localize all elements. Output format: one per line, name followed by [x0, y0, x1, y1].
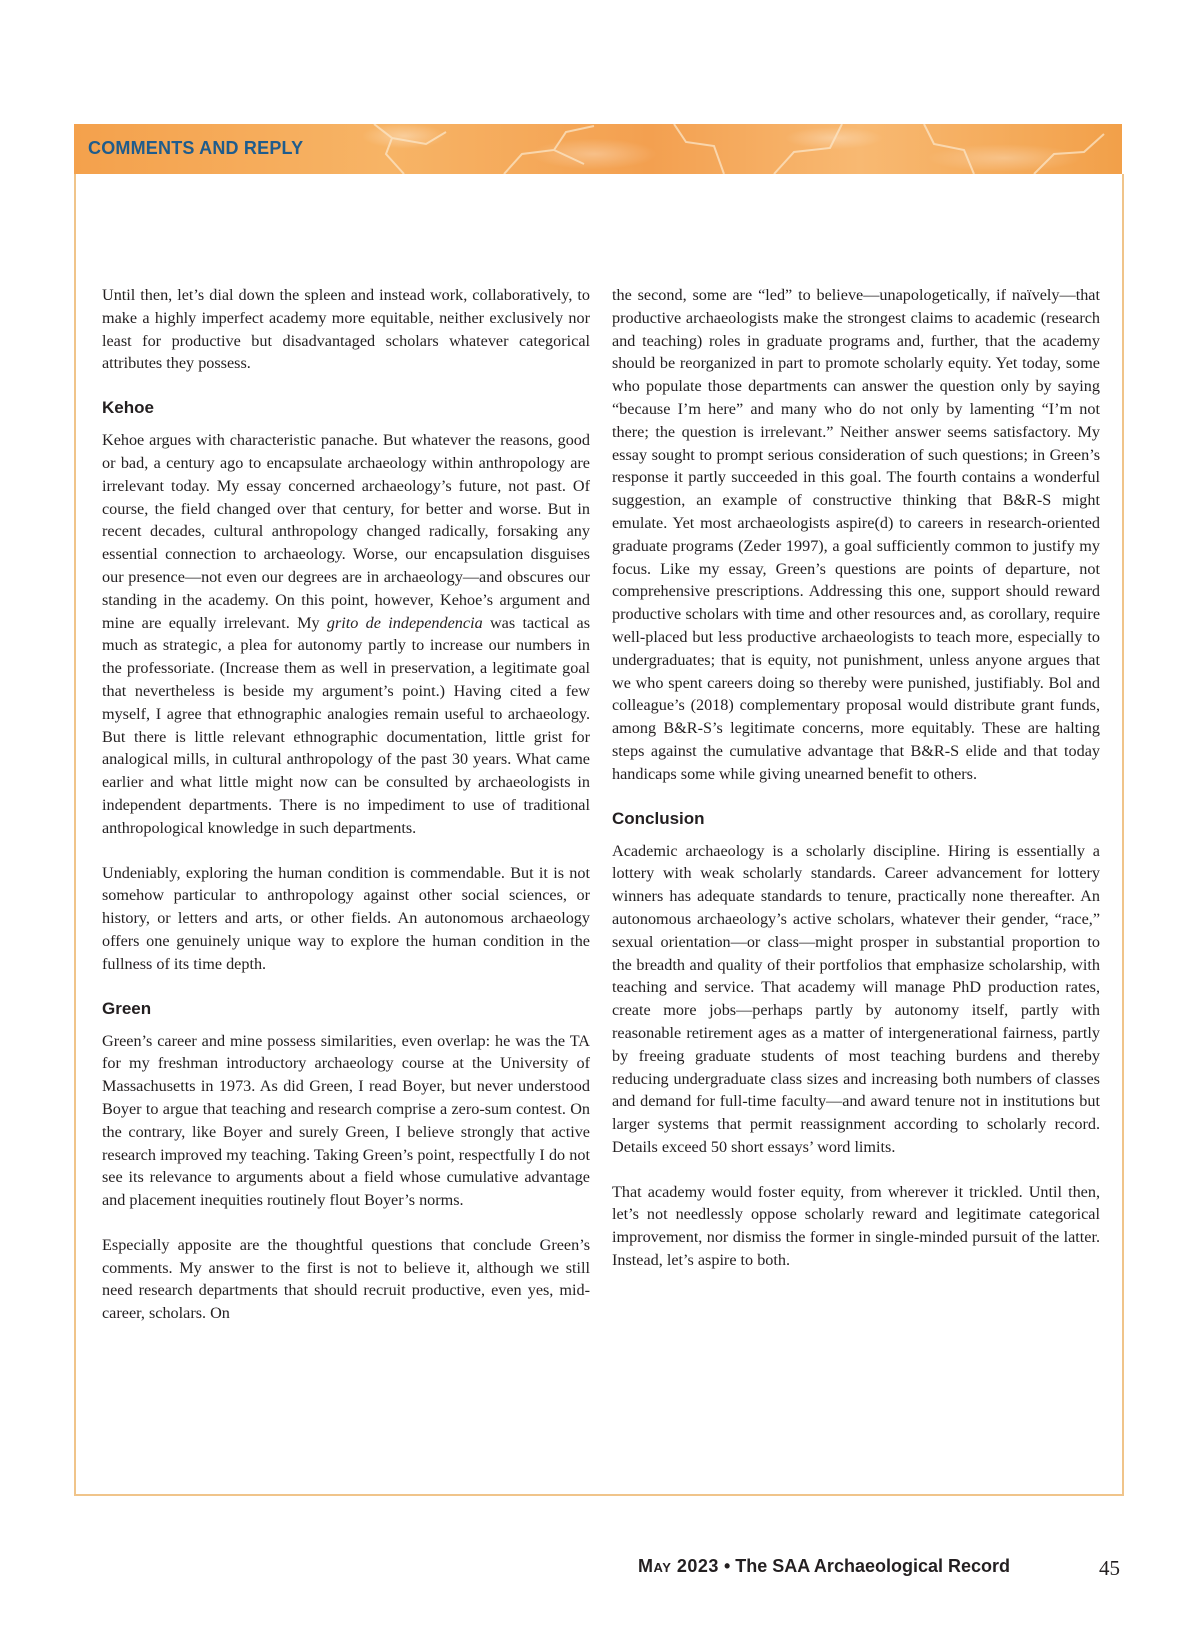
paragraph-text: was tactical as much as strategic, a plea for autonomy partly to increase our numbers in the professoriate. (Increase them as well in preservation, a legitimate goal that nevertheless is beside my argument’s point.) Having cited a few myself, I agree that ethnographic analogies remain useful to archaeology. But there is little relevant ethnographic documentation, little grist for analogical mills, in cultural anthropology of the past 30 years. What came earlier and what little might now can be consulted by archaeologists in independent departments. There is no impediment to use of traditional anthropological knowledge in such departments.: [102, 613, 590, 837]
paragraph-text: Kehoe argues with characteristic panache. But whatever the reasons, good or bad, a century ago to encapsulate archaeology within anthropology are irrelevant today. My essay concerned archaeology’s future, not past. Of course, the field changed over that century, for better and worse. But in recent decades, cultural anthropology changed radically, forsaking any essential connection to archaeology. Worse, our encapsulation disguises our presence—not even our degrees are in archaeology—and obscures our standing in the academy. On this point, however, Kehoe’s argument and mine are equally irrelevant. My: [102, 431, 590, 632]
paragraph: Academic archaeology is a scholarly discipline. Hiring is essentially a lottery with weak scholarly standards. Career advancement for lottery winners has adequate standards to tenure, practically none thereafter. An autonomous archaeology’s active scholars, whatever their gender, “race,” sexual orientation—or class—might prosper in substantial proportion to the breadth and quality of their portfolios that emphasize scholarship, with teaching and service. That academy will manage PhD production rates, create more jobs—perhaps partly by autonomy itself, partly with reasonable retirement ages as a matter of intergenerational fairness, partly by freeing graduate students of most teaching burdens and thereby reducing undergraduate class sizes and increasing both numbers of classes and demand for full-time faculty—and award tenure not in institutions but larger systems that permit reassignment according to scholarly record. Details exceed 50 short essays’ word limits.: [612, 841, 1100, 1156]
section-heading-conclusion: Conclusion: [612, 808, 705, 828]
paragraph: the second, some are “led” to believe—unapologetically, if naïvely—that productive archaeologists make the strongest claims to academic (research and teaching) roles in graduate programs and, further, that the academy should be reorganized in part to promote scholarly equity. Yet today, some who populate those departments can answer the question only by saying “because I’m here” and many who do not only by lamenting “I’m not there; the question is irrelevant.” Neither answer seems satisfactory. My essay sought to prompt serious consideration of such questions; in Green’s response it partly succeeded in this goal. The fourth contains a wonderful suggestion, an example of constructive thinking that B&R-S might emulate. Yet most archaeologists aspire(d) to careers in research-oriented graduate programs (Zeder 1997), a goal sufficiently common to justify my focus. Like my essay, Green’s questions are points of departure, not comprehensive prescriptions. Addressing this one, support should reward productive scholars with time and other resources and, as corollary, require well-placed but less productive archaeologists to teach more, especially to undergraduates; that is equity, not punishment, unless anyone argues that we who spent careers doing so thereby were punished, justifiably. Bol and colleague’s (2018) complementary proposal would distribute grant funds, among B&R-S’s legitimate concerns, more equitably. These are halting steps against the cumulative advantage that B&R-S elide and that today handicaps some while giving unearned benefit to others.: [612, 286, 1100, 783]
section-heading-green: Green: [102, 998, 152, 1018]
publication-title: The SAA Archaeological Record: [735, 1556, 1010, 1576]
paragraph: Green’s career and mine possess similarities, even overlap: he was the TA for my freshman introductory archaeology course at the University of Massachusetts in 1973. As did Green, I read Boyer, but never understood Boyer to argue that teaching and research comprise a zero-sum contest. On the contrary, like Boyer and surely Green, I believe strongly that active research improved my teaching. Taking Green’s point, respectfully I do not see its relevance to arguments about a field whose cumulative advantage and placement inequities routinely flout Boyer’s norms.: [102, 1031, 590, 1210]
paragraph: That academy would foster equity, from wherever it trickled. Until then, let’s not needlessly oppose scholarly reward and legitimate categorical improvement, nor dismiss the former in single-minded pursuit of the latter. Instead, let’s aspire to both.: [612, 1182, 1100, 1270]
paragraph: Undeniably, exploring the human condition is commendable. But it is not somehow particular to anthropology against other social sciences, or history, or letters and arts, or other fields. An autonomous archaeology offers one genuinely unique way to explore the human condition in the fullness of its time depth.: [102, 863, 590, 973]
italic-phrase: grito de independencia: [326, 613, 483, 632]
section-heading-kehoe: Kehoe: [102, 398, 154, 418]
paragraph: Especially apposite are the thoughtful questions that conclude Green’s comments. My answer to the first is not to believe it, although we still need research departments that should recruit productive, even yes, mid-career, scholars. On: [102, 1235, 590, 1323]
bullet-separator: •: [723, 1556, 731, 1576]
right-column: [612, 284, 1100, 1294]
page-number: 45: [1099, 1556, 1120, 1580]
publication-line: [638, 1556, 1010, 1577]
page-footer: [620, 1556, 1120, 1586]
paragraph: Until then, let’s dial down the spleen and instead work, collaboratively, to make a highly imperfect academy more equitable, neither exclusively nor least for productive but disadvantaged scholars whatever categorical attributes they possess.: [102, 286, 590, 373]
section-label: COMMENTS AND REPLY: [88, 138, 304, 158]
section-banner: [74, 124, 1122, 174]
left-column: [102, 284, 590, 1347]
paragraph: [102, 429, 590, 839]
issue-date: May 2023: [638, 1556, 719, 1576]
